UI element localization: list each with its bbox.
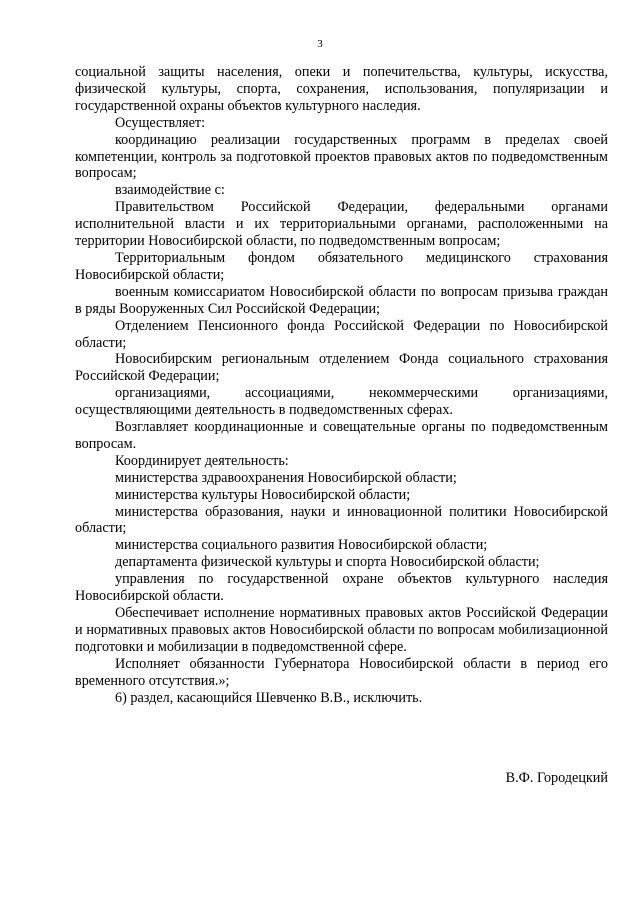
- paragraph: Правительством Российской Федерации, федеральными органами исполнительной власти и их территориальными органами, расположенными на территории Новосибирской области, по подведомственным вопросам;: [75, 199, 608, 250]
- paragraph: министерства социального развития Новосибирской области;: [115, 537, 488, 554]
- paragraph: взаимодействие с:: [115, 182, 225, 199]
- paragraph: организациями, ассоциациями, некоммерческими организациями, осуществляющими деятельность в подведомственных сферах.: [75, 385, 608, 419]
- paragraph: Отделением Пенсионного фонда Российской Федерации по Новосибирской области;: [75, 317, 608, 351]
- paragraph: Территориальным фондом обязательного медицинского страхования Новосибирской области;: [75, 249, 608, 283]
- paragraph: управления по государственной охране объектов культурного наследия Новосибирской области.: [75, 571, 608, 605]
- paragraph: Обеспечивает исполнение нормативных правовых актов Российской Федерации и нормативных правовых актов Новосибирской области по вопросам мобилизационной подготовки и мобилизации в подведомственной сфере.: [75, 605, 608, 655]
- signature: В.Ф. Городецкий: [505, 770, 608, 786]
- paragraph: Исполняет обязанности Губернатора Новосибирской области в период его временного отсутствия.»;: [75, 655, 608, 689]
- document-body: [75, 64, 608, 706]
- paragraph: Координирует деятельность:: [115, 452, 289, 469]
- paragraph: Возглавляет координационные и совещательные органы по подведомственным вопросам.: [75, 419, 608, 452]
- paragraph: министерства образования, науки и инновационной политики Новосибирской области;: [75, 503, 608, 537]
- paragraph: социальной защиты населения, опеки и попечительства, культуры, искусства, физической культуры, спорта, сохранения, использования, популяризации и государственной охраны объектов культурного наследия.: [75, 64, 608, 114]
- paragraph: 6) раздел, касающийся Шевченко В.В., исключить.: [115, 689, 423, 706]
- paragraph: департамента физической культуры и спорта Новосибирской области;: [115, 554, 540, 571]
- paragraph: министерства культуры Новосибирской области;: [115, 486, 411, 503]
- paragraph: военным комиссариатом Новосибирской области по вопросам призыва граждан в ряды Вооруженных Сил Российской Федерации;: [75, 283, 608, 317]
- paragraph: координацию реализации государственных программ в пределах своей компетенции, контроль за подготовкой проектов правовых актов по подведомственным вопросам;: [75, 131, 608, 182]
- paragraph: Новосибирским региональным отделением Фонда социального страхования Российской Федерации;: [75, 351, 608, 385]
- paragraph: министерства здравоохранения Новосибирской области;: [115, 469, 457, 486]
- paragraph: Осуществляет:: [115, 114, 206, 131]
- page-number: 3: [317, 38, 323, 50]
